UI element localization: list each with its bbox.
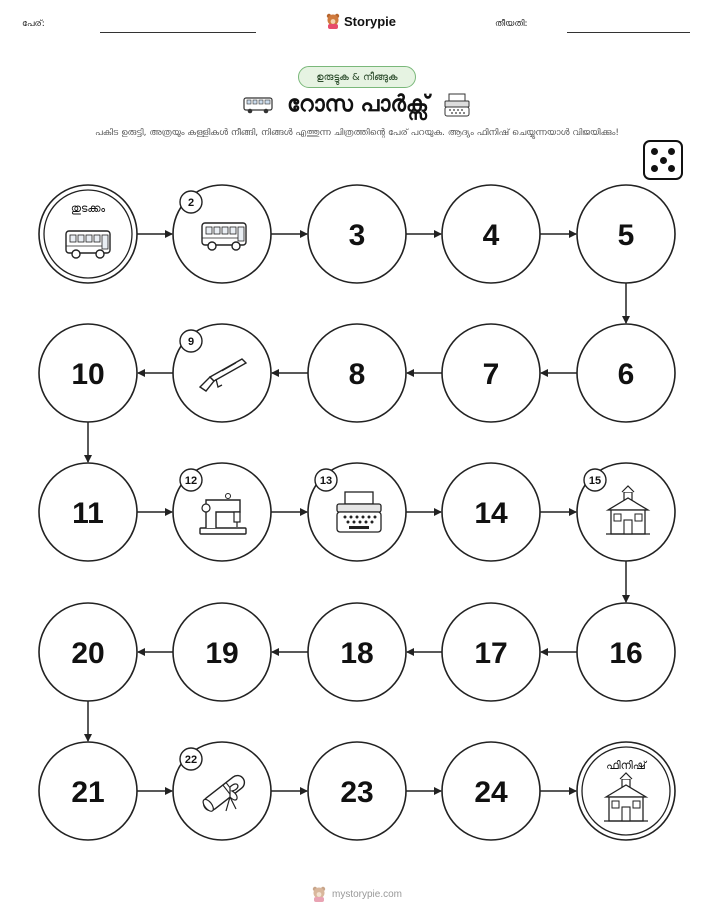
- space-number: 13: [319, 475, 333, 487]
- space-number: 22: [184, 754, 198, 766]
- brand-name: Storypie: [344, 13, 397, 29]
- board-space: [308, 185, 406, 283]
- board-space: [173, 324, 271, 422]
- board-space: [39, 324, 137, 422]
- start-label: തുടക്കം: [70, 202, 106, 215]
- board-space: [173, 463, 271, 561]
- space-number: 19: [205, 637, 239, 670]
- space-number: 16: [609, 637, 643, 670]
- space-number: 2: [187, 197, 195, 209]
- board-space: [173, 742, 271, 840]
- footer: [0, 886, 714, 902]
- board-space: [442, 742, 540, 840]
- board-space: [577, 603, 675, 701]
- space-number: 18: [340, 637, 374, 670]
- space-number: 14: [474, 497, 508, 530]
- board-space: [39, 603, 137, 701]
- finish-space: [577, 742, 675, 840]
- name-label: പേര്:: [22, 19, 45, 29]
- space-number: 12: [184, 475, 198, 487]
- board-space: [308, 463, 406, 561]
- finish-label: ഫിനിഷ്: [606, 759, 646, 772]
- game-type-badge: ഉരുട്ടുക & നീങ്ങുക: [298, 66, 416, 88]
- space-number: 7: [482, 358, 500, 391]
- board-space: [442, 324, 540, 422]
- footer-url[interactable]: mystorypie.com: [331, 888, 402, 900]
- space-number: 21: [71, 776, 105, 809]
- board-space: [577, 324, 675, 422]
- board-space: [442, 603, 540, 701]
- space-number: 8: [348, 358, 366, 391]
- board-space: [442, 463, 540, 561]
- space-number: 9: [187, 336, 195, 348]
- space-number: 20: [71, 637, 105, 670]
- space-number: 10: [71, 358, 105, 391]
- space-number: 5: [617, 219, 635, 252]
- space-number: 15: [588, 475, 602, 487]
- board-space: [173, 603, 271, 701]
- board-space: [173, 185, 271, 283]
- page-title: റോസ പാർക്സ്: [287, 92, 429, 117]
- start-space: [39, 185, 137, 283]
- board-space: [308, 324, 406, 422]
- space-number: 3: [348, 219, 366, 252]
- board-space: [308, 603, 406, 701]
- space-number: 23: [340, 776, 374, 809]
- instructions: പകിട ഉരുട്ടി, അത്രയും കള്ളികൾ നീങ്ങി, നിങ്ങൾ എത്തുന്ന ചിത്രത്തിന്റെ പേര് പറയുക. ആദ്യം ഫിനിഷ് ചെയ്യുന്നയാൾ വിജയിക്കും!: [95, 128, 619, 138]
- space-number: 24: [474, 776, 508, 809]
- date-label: തീയതി:: [495, 19, 528, 29]
- space-number: 11: [72, 497, 104, 530]
- board-space: [577, 185, 675, 283]
- board-space: [577, 463, 675, 561]
- space-number: 17: [474, 637, 508, 670]
- bear-mascot-icon: [312, 886, 326, 902]
- board-space: [442, 185, 540, 283]
- space-number: 4: [482, 219, 500, 252]
- board-space: [39, 742, 137, 840]
- space-number: 6: [617, 358, 635, 391]
- board-space: [39, 463, 137, 561]
- board-space: [308, 742, 406, 840]
